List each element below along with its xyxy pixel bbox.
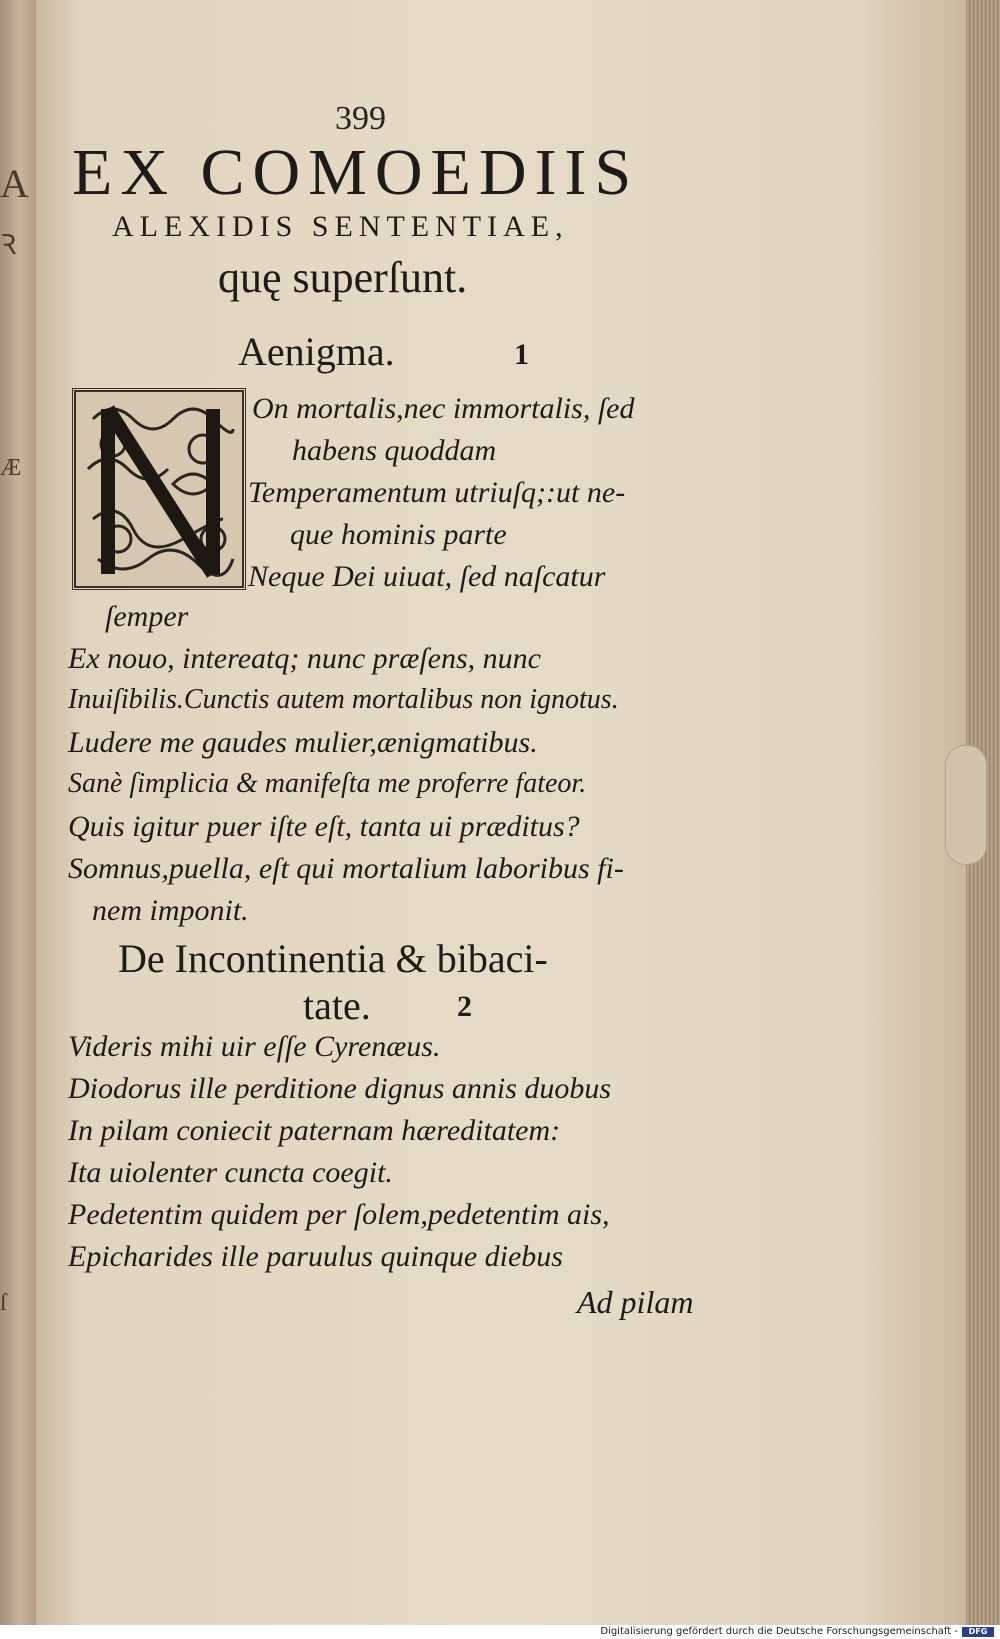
text-line: habens quoddam (292, 434, 497, 467)
text-line: On mortalis,nec immortalis, ſed (252, 392, 635, 425)
text-line: In pilam coniecit paternam hæreditatem: (68, 1114, 561, 1147)
text-line: Ex nouo, intereatq; nunc præſens, nunc (68, 642, 541, 675)
page-subtitle: ALEXIDIS SENTENTIAE, (112, 210, 569, 243)
text-line: Ita uiolenter cuncta coegit. (68, 1156, 393, 1189)
footer-credit: Digitalisierung gefördert durch die Deutsche Forschungsgemeinschaft - (600, 1626, 958, 1637)
text-line: Sanè ſimplicia & manifeſta me proferre fateor. (68, 768, 587, 799)
left-page-edge (0, 0, 36, 1625)
text-line: Neque Dei uiuat, ſed naſcatur (248, 560, 606, 593)
text-line: Videris mihi uir eſſe Cyrenæus. (68, 1030, 441, 1063)
catchword: Ad pilam (577, 1284, 694, 1320)
text-line: Somnus,puella, eſt qui mortalium laboribus fi- (68, 852, 624, 885)
page-tab (945, 745, 987, 865)
text-line: Ludere me gaudes mulier,ænigmatibus. (68, 726, 538, 759)
page-title: EX COMOEDIIS (72, 136, 640, 209)
footer-bar (0, 1625, 1000, 1639)
svg-text:N: N (154, 501, 164, 512)
text-line: Temperamentum utriuſq;:ut ne- (248, 476, 626, 509)
section-heading-line2: tate. (303, 983, 371, 1028)
left-page-fragment: ſ (0, 1290, 7, 1316)
text-line: Pedetentim quidem per ſolem,pedetentim ais, (68, 1198, 610, 1231)
text-line: que hominis parte (290, 518, 507, 551)
text-line: ſemper (105, 600, 189, 633)
left-page-fragment: Ꝛ (0, 230, 17, 261)
text-line: Inuiſibilis.Cunctis autem mortalibus non ignotus. (68, 684, 619, 715)
page-subtitle-line2: quę superſunt. (218, 253, 468, 302)
text-line: nem imponit. (92, 894, 249, 927)
section-number: 1 (514, 338, 529, 371)
text-line: Epicharides ille paruulus quinque diebus (68, 1240, 563, 1273)
text-line: Quis igitur puer iſte eſt, tanta ui præditus? (68, 810, 580, 843)
section-heading: De Incontinentia & bibaci- (118, 936, 548, 981)
text-line: Diodorus ille perditione dignus annis duobus (68, 1072, 612, 1105)
section-number: 2 (457, 990, 472, 1023)
ornament-icon (73, 389, 245, 589)
section-heading: Aenigma. (238, 329, 395, 374)
decorated-initial (72, 388, 246, 590)
left-page-fragment: Æ (0, 455, 22, 481)
dfg-logo: DFG (962, 1627, 994, 1637)
left-page-fragment: A (0, 161, 29, 206)
page-number: 399 (335, 100, 386, 137)
